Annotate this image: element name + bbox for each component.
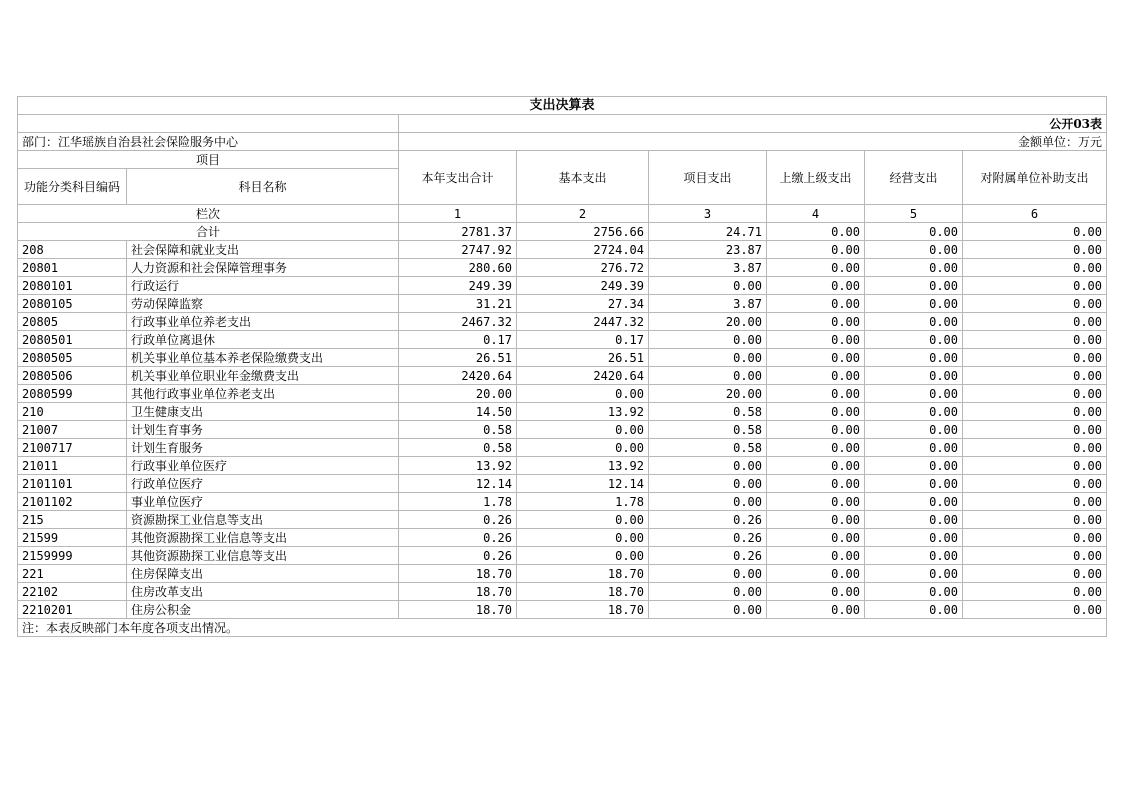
row-name: 事业单位医疗 <box>127 493 399 511</box>
header-row-1 <box>18 151 1107 169</box>
row-name: 其他行政事业单位养老支出 <box>127 385 399 403</box>
table-row <box>18 385 1107 403</box>
row-value: 26.51 <box>399 349 517 367</box>
row-code: 2080105 <box>18 295 127 313</box>
row-value: 0.26 <box>649 547 767 565</box>
dept-row <box>18 133 1107 151</box>
row-value: 0.00 <box>649 565 767 583</box>
header-subsidy: 对附属单位补助支出 <box>963 151 1107 205</box>
row-value: 1.78 <box>399 493 517 511</box>
unit-label: 金额单位：万元 <box>399 133 1107 151</box>
row-value: 0.00 <box>963 583 1107 601</box>
row-code: 20805 <box>18 313 127 331</box>
row-value: 0.00 <box>767 295 865 313</box>
row-code: 22102 <box>18 583 127 601</box>
row-value: 0.00 <box>865 457 963 475</box>
row-value: 0.00 <box>865 565 963 583</box>
row-value: 0.00 <box>865 403 963 421</box>
column-number-label: 栏次 <box>18 205 399 223</box>
row-name: 计划生育事务 <box>127 421 399 439</box>
table-row <box>18 565 1107 583</box>
row-value: 18.70 <box>399 565 517 583</box>
table-row <box>18 493 1107 511</box>
row-value: 2420.64 <box>517 367 649 385</box>
row-name: 机关事业单位职业年金缴费支出 <box>127 367 399 385</box>
row-value: 0.00 <box>517 529 649 547</box>
column-number: 1 <box>399 205 517 223</box>
row-value: 2724.04 <box>517 241 649 259</box>
total-value: 24.71 <box>649 223 767 241</box>
row-value: 20.00 <box>399 385 517 403</box>
row-value: 31.21 <box>399 295 517 313</box>
row-value: 0.00 <box>767 457 865 475</box>
header-business: 经营支出 <box>865 151 963 205</box>
row-value: 0.00 <box>767 367 865 385</box>
table-row <box>18 403 1107 421</box>
column-number: 5 <box>865 205 963 223</box>
row-value: 23.87 <box>649 241 767 259</box>
row-value: 0.26 <box>399 547 517 565</box>
row-value: 0.58 <box>649 439 767 457</box>
row-name: 人力资源和社会保障管理事务 <box>127 259 399 277</box>
row-code: 2080501 <box>18 331 127 349</box>
row-value: 0.58 <box>399 439 517 457</box>
row-code: 2080101 <box>18 277 127 295</box>
data-rows <box>18 241 1107 619</box>
table-row <box>18 331 1107 349</box>
row-value: 13.92 <box>399 457 517 475</box>
row-code: 215 <box>18 511 127 529</box>
row-value: 0.00 <box>865 601 963 619</box>
row-name: 资源勘探工业信息等支出 <box>127 511 399 529</box>
row-value: 2747.92 <box>399 241 517 259</box>
row-value: 0.00 <box>767 259 865 277</box>
header-basic: 基本支出 <box>517 151 649 205</box>
row-name: 行政单位医疗 <box>127 475 399 493</box>
row-value: 280.60 <box>399 259 517 277</box>
row-value: 3.87 <box>649 259 767 277</box>
row-value: 0.00 <box>517 421 649 439</box>
row-value: 0.00 <box>767 565 865 583</box>
row-value: 0.00 <box>649 331 767 349</box>
header-project: 项目支出 <box>649 151 767 205</box>
row-value: 0.00 <box>649 457 767 475</box>
row-code: 20801 <box>18 259 127 277</box>
row-value: 0.00 <box>767 439 865 457</box>
row-name: 住房公积金 <box>127 601 399 619</box>
row-name: 卫生健康支出 <box>127 403 399 421</box>
row-value: 2467.32 <box>399 313 517 331</box>
expenditure-table <box>17 96 1107 637</box>
note-row <box>18 619 1107 637</box>
row-value: 0.00 <box>963 421 1107 439</box>
row-name: 住房保障支出 <box>127 565 399 583</box>
row-value: 0.00 <box>865 331 963 349</box>
row-code: 21599 <box>18 529 127 547</box>
row-name: 行政事业单位医疗 <box>127 457 399 475</box>
table-row <box>18 511 1107 529</box>
row-value: 13.92 <box>517 403 649 421</box>
row-value: 12.14 <box>399 475 517 493</box>
row-name: 行政单位离退休 <box>127 331 399 349</box>
row-value: 0.00 <box>649 583 767 601</box>
row-value: 0.00 <box>963 403 1107 421</box>
row-value: 0.00 <box>517 511 649 529</box>
row-value: 0.00 <box>963 331 1107 349</box>
row-value: 0.00 <box>649 475 767 493</box>
header-code: 功能分类科目编码 <box>18 169 127 205</box>
row-value: 0.58 <box>649 421 767 439</box>
table-row <box>18 601 1107 619</box>
row-value: 0.00 <box>767 349 865 367</box>
tag-row <box>18 115 1107 133</box>
row-value: 0.00 <box>649 601 767 619</box>
table-row <box>18 367 1107 385</box>
row-code: 2080506 <box>18 367 127 385</box>
row-value: 18.70 <box>399 583 517 601</box>
row-value: 0.00 <box>767 241 865 259</box>
row-value: 0.00 <box>865 277 963 295</box>
row-value: 0.26 <box>399 529 517 547</box>
row-value: 0.00 <box>767 331 865 349</box>
table-row <box>18 439 1107 457</box>
row-value: 0.00 <box>963 277 1107 295</box>
row-value: 0.00 <box>865 439 963 457</box>
row-value: 12.14 <box>517 475 649 493</box>
row-value: 0.00 <box>865 349 963 367</box>
row-code: 2101102 <box>18 493 127 511</box>
row-value: 0.26 <box>649 529 767 547</box>
total-label: 合计 <box>18 223 399 241</box>
row-code: 2159999 <box>18 547 127 565</box>
table-note: 注：本表反映部门本年度各项支出情况。 <box>18 619 1107 637</box>
table-row <box>18 313 1107 331</box>
row-name: 计划生育服务 <box>127 439 399 457</box>
row-name: 劳动保障监察 <box>127 295 399 313</box>
row-value: 0.00 <box>865 421 963 439</box>
row-value: 0.00 <box>963 385 1107 403</box>
row-code: 2101101 <box>18 475 127 493</box>
row-value: 13.92 <box>517 457 649 475</box>
row-code: 21007 <box>18 421 127 439</box>
table-tag: 公开03表 <box>399 115 1107 133</box>
row-name: 社会保障和就业支出 <box>127 241 399 259</box>
table-row <box>18 583 1107 601</box>
column-number-row <box>18 205 1107 223</box>
row-value: 0.00 <box>865 547 963 565</box>
row-value: 2447.32 <box>517 313 649 331</box>
table-row <box>18 295 1107 313</box>
row-value: 0.00 <box>649 277 767 295</box>
row-name: 其他资源勘探工业信息等支出 <box>127 547 399 565</box>
row-value: 0.00 <box>767 601 865 619</box>
row-code: 2100717 <box>18 439 127 457</box>
row-value: 0.00 <box>865 583 963 601</box>
row-value: 0.00 <box>865 241 963 259</box>
row-value: 0.26 <box>649 511 767 529</box>
table-row <box>18 421 1107 439</box>
table-row <box>18 277 1107 295</box>
report-title: 支出决算表 <box>18 97 1107 115</box>
row-value: 0.00 <box>963 295 1107 313</box>
total-value: 0.00 <box>865 223 963 241</box>
row-value: 0.00 <box>517 385 649 403</box>
row-value: 249.39 <box>399 277 517 295</box>
row-value: 0.58 <box>399 421 517 439</box>
row-value: 18.70 <box>399 601 517 619</box>
title-row <box>18 97 1107 115</box>
row-value: 0.00 <box>963 367 1107 385</box>
row-value: 27.34 <box>517 295 649 313</box>
row-value: 0.00 <box>767 277 865 295</box>
row-value: 0.17 <box>399 331 517 349</box>
row-value: 3.87 <box>649 295 767 313</box>
table-row <box>18 349 1107 367</box>
row-value: 276.72 <box>517 259 649 277</box>
row-value: 0.00 <box>865 385 963 403</box>
total-value: 2756.66 <box>517 223 649 241</box>
row-value: 0.00 <box>865 259 963 277</box>
row-value: 0.00 <box>767 475 865 493</box>
table-row <box>18 529 1107 547</box>
header-total: 本年支出合计 <box>399 151 517 205</box>
header-name: 科目名称 <box>127 169 399 205</box>
row-value: 0.58 <box>649 403 767 421</box>
total-value: 0.00 <box>963 223 1107 241</box>
row-value: 20.00 <box>649 385 767 403</box>
row-value: 0.00 <box>767 529 865 547</box>
row-value: 0.00 <box>767 421 865 439</box>
table-row <box>18 241 1107 259</box>
row-code: 221 <box>18 565 127 583</box>
row-value: 0.26 <box>399 511 517 529</box>
row-name: 行政运行 <box>127 277 399 295</box>
row-value: 0.00 <box>963 547 1107 565</box>
row-value: 18.70 <box>517 565 649 583</box>
table-row <box>18 475 1107 493</box>
row-value: 0.00 <box>767 511 865 529</box>
total-row <box>18 223 1107 241</box>
row-value: 0.00 <box>767 547 865 565</box>
table-row <box>18 457 1107 475</box>
row-value: 0.00 <box>963 475 1107 493</box>
row-value: 0.00 <box>963 259 1107 277</box>
row-value: 14.50 <box>399 403 517 421</box>
column-number: 6 <box>963 205 1107 223</box>
row-value: 0.00 <box>963 493 1107 511</box>
row-value: 0.00 <box>963 601 1107 619</box>
header-upper: 上缴上级支出 <box>767 151 865 205</box>
row-value: 0.00 <box>865 511 963 529</box>
row-value: 0.00 <box>649 367 767 385</box>
row-code: 2210201 <box>18 601 127 619</box>
row-code: 208 <box>18 241 127 259</box>
row-value: 0.00 <box>767 493 865 511</box>
row-value: 0.00 <box>865 475 963 493</box>
row-value: 0.00 <box>963 313 1107 331</box>
row-code: 21011 <box>18 457 127 475</box>
row-value: 0.00 <box>865 529 963 547</box>
row-value: 0.00 <box>963 241 1107 259</box>
table-row <box>18 259 1107 277</box>
row-code: 2080505 <box>18 349 127 367</box>
row-value: 18.70 <box>517 583 649 601</box>
row-value: 0.00 <box>865 313 963 331</box>
department-label: 部门：江华瑶族自治县社会保险服务中心 <box>18 133 399 151</box>
row-value: 249.39 <box>517 277 649 295</box>
table-row <box>18 547 1107 565</box>
header-item: 项目 <box>18 151 399 169</box>
row-value: 0.00 <box>963 511 1107 529</box>
column-number: 3 <box>649 205 767 223</box>
total-value: 0.00 <box>767 223 865 241</box>
column-number: 4 <box>767 205 865 223</box>
row-code: 2080599 <box>18 385 127 403</box>
row-code: 210 <box>18 403 127 421</box>
row-value: 0.00 <box>767 385 865 403</box>
row-value: 18.70 <box>517 601 649 619</box>
row-value: 0.00 <box>865 295 963 313</box>
row-value: 0.00 <box>517 547 649 565</box>
row-value: 0.00 <box>963 439 1107 457</box>
row-name: 其他资源勘探工业信息等支出 <box>127 529 399 547</box>
row-name: 行政事业单位养老支出 <box>127 313 399 331</box>
row-value: 26.51 <box>517 349 649 367</box>
row-value: 0.00 <box>963 457 1107 475</box>
total-value: 2781.37 <box>399 223 517 241</box>
row-value: 0.00 <box>767 313 865 331</box>
row-value: 0.00 <box>517 439 649 457</box>
expenditure-report-sheet <box>17 96 1106 637</box>
column-number: 2 <box>517 205 649 223</box>
row-value: 0.00 <box>963 565 1107 583</box>
row-value: 2420.64 <box>399 367 517 385</box>
row-value: 0.17 <box>517 331 649 349</box>
row-value: 0.00 <box>767 583 865 601</box>
row-name: 机关事业单位基本养老保险缴费支出 <box>127 349 399 367</box>
row-name: 住房改革支出 <box>127 583 399 601</box>
row-value: 0.00 <box>649 493 767 511</box>
row-value: 0.00 <box>963 529 1107 547</box>
row-value: 0.00 <box>865 367 963 385</box>
row-value: 20.00 <box>649 313 767 331</box>
row-value: 0.00 <box>963 349 1107 367</box>
row-value: 0.00 <box>865 493 963 511</box>
row-value: 0.00 <box>649 349 767 367</box>
tag-row-blank <box>18 115 399 133</box>
row-value: 0.00 <box>767 403 865 421</box>
row-value: 1.78 <box>517 493 649 511</box>
